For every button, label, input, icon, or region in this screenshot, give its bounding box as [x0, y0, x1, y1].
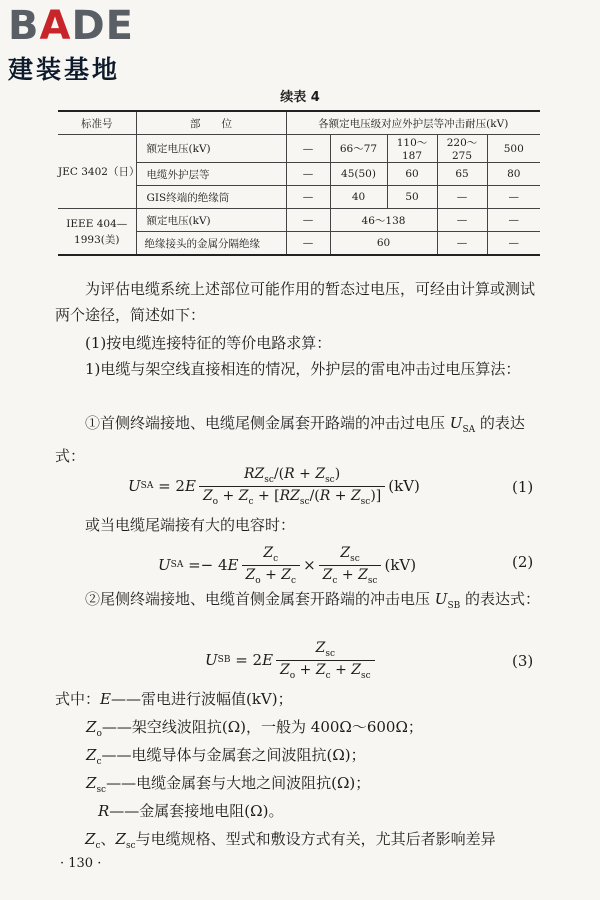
table-cell: 45(50)	[330, 163, 387, 186]
table-cell: —	[487, 232, 540, 256]
table-cell: —	[286, 186, 330, 209]
cell-part: 电缆外护层等	[136, 163, 286, 186]
table-cell: 66～77	[330, 135, 387, 163]
table-cell: 40	[330, 186, 387, 209]
cell-part: 额定电压(kV)	[136, 209, 286, 232]
legend-line-e: 式中：E——雷电进行波幅值(kV)；	[55, 690, 293, 708]
legend-line-r: R——金属套接地电阻(Ω)。	[98, 802, 284, 820]
header-voltage: 各额定电压级对应外护层等冲击耐压(kV)	[286, 111, 540, 135]
cell-part: 绝缘接头的金属分隔绝缘	[136, 232, 286, 256]
cell-standard: IEEE 404—1993(美)	[58, 209, 136, 256]
header-part: 部 位	[136, 111, 286, 135]
paragraph: 为评估电缆系统上述部位可能作用的暂态过电压，可经由计算或测试两个途径，简述如下：	[55, 280, 536, 324]
legend-line-zc: $Z_c——$电缆导体与金属套之间波阻抗(Ω)；	[86, 746, 366, 767]
table-cell: 110～187	[387, 135, 437, 163]
equation-1: U SA = 2 E $\frac{RZ_{sc}/(R + Z_{sc})}{Z_o + Z_c + [RZ_{sc}/(R + Z_{sc})]}$ (kV)	[128, 466, 420, 507]
paragraph: $Z_c$、$Z_{sc}$与电缆规格、型式和敷设方式有关，尤其后者影响差异	[85, 830, 496, 851]
paragraph: ①首侧终端接地、电缆尾侧金属套开路端的冲击过电压 $U_{SA}$ 的表达式：	[55, 414, 525, 465]
cell-part: GIS终端的绝缘筒	[136, 186, 286, 209]
table-row	[58, 209, 540, 232]
cell-part: 额定电压(kV)	[136, 135, 286, 163]
table-cell: —	[437, 209, 487, 232]
table-cell: 60	[330, 232, 437, 256]
table-cell: —	[487, 186, 540, 209]
table-cell: 50	[387, 186, 437, 209]
table-title: 续表 4	[280, 90, 320, 105]
table-cell: —	[286, 209, 330, 232]
logo-subtitle: 建装基地	[8, 55, 121, 84]
table-cell: —	[437, 232, 487, 256]
equation-number: (2)	[512, 553, 534, 571]
table-cell: —	[437, 186, 487, 209]
equation-3: U SB = 2 E $\frac{Z_{sc}}{Z_o + Z_c + Z_{sc}}$	[205, 640, 378, 681]
paragraph: 或当电缆尾端接有大的电容时：	[85, 516, 296, 534]
bade-logo	[8, 3, 183, 86]
impulse-withstand-table	[58, 110, 540, 256]
header-standard: 标准号	[58, 111, 136, 135]
table-cell: 80	[487, 163, 540, 186]
table-row	[58, 135, 540, 163]
table-cell: 220～275	[437, 135, 487, 163]
paragraph: 1)电缆与架空线直接相连的情况，外护层的雷电冲击过电压算法：	[85, 360, 521, 378]
paragraph: ②尾侧终端接地、电缆首侧金属套开路端的冲击电压 $U_{SB}$ 的表达式：	[85, 590, 540, 611]
legend-line-zo: $Z_o——$架空线波阻抗(Ω)，一般为 400Ω～600Ω；	[86, 718, 423, 739]
table-cell: 60	[387, 163, 437, 186]
equation-2: U SA =− 4 E $\frac{Z_c}{Z_o + Z_c}$ × $\frac{Z_{sc}}{Z_c + Z_{sc}}$ (kV)	[158, 545, 417, 586]
legend-line-zsc: $Z_{sc}——$电缆金属套与大地之间波阻抗(Ω)；	[86, 774, 371, 795]
table-header-row	[58, 111, 540, 135]
logo-wordmark: BADE	[8, 3, 134, 49]
table-cell: —	[286, 135, 330, 163]
table-cell: 500	[487, 135, 540, 163]
equation-number: (1)	[512, 478, 534, 496]
cell-standard: JEC 3402（日）	[58, 135, 136, 209]
table-cell: —	[286, 232, 330, 256]
equation-number: (3)	[512, 652, 534, 670]
table-cell: —	[487, 209, 540, 232]
table-cell: 46～138	[330, 209, 437, 232]
table-cell: 65	[437, 163, 487, 186]
paragraph: (1)按电缆连接特征的等价电路求算：	[85, 334, 332, 352]
page-number: · 130 ·	[60, 856, 102, 871]
table-cell: —	[286, 163, 330, 186]
